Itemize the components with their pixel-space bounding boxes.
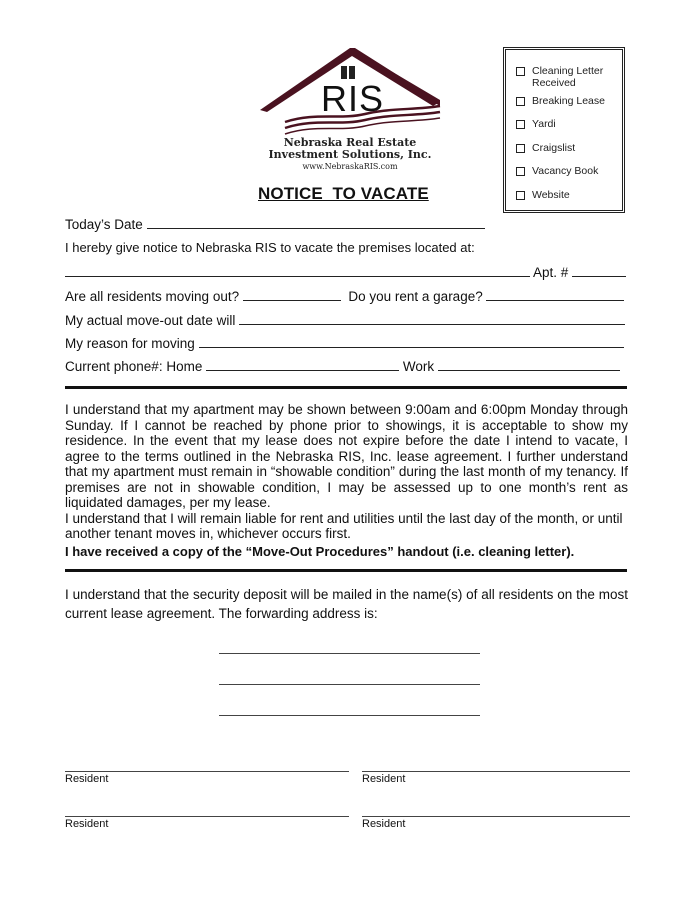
forwarding-address-line-3[interactable] (219, 715, 480, 716)
company-logo (255, 44, 445, 174)
checkbox-icon[interactable] (516, 144, 525, 153)
checkbox-craigslist[interactable] (516, 142, 575, 154)
section-divider (65, 569, 627, 572)
page-title: NOTICE TO VACATE (258, 184, 429, 203)
resident-signature-label: Resident (65, 773, 109, 785)
checkbox-label-line2: Received (532, 77, 576, 89)
checkbox-yardi[interactable] (516, 118, 556, 130)
deposit-statement: I understand that the security deposit will be mailed in the name(s) of all residents on the most current lease agreement. The forwarding address is: (65, 587, 628, 621)
logo-initials: RIS (321, 78, 385, 119)
terms-section (65, 402, 628, 559)
terms-paragraph-liability: I understand that I will remain liable for rent and utilities until the last day of the month, or until another tenant moves in, whichever occurs first. (65, 510, 623, 541)
checkbox-icon[interactable] (516, 167, 525, 176)
checkbox-breaking-lease[interactable] (516, 95, 605, 107)
checkbox-icon[interactable] (516, 97, 525, 106)
checkbox-icon[interactable] (516, 191, 525, 200)
apt-number-field[interactable] (572, 264, 626, 277)
resident-signature-label: Resident (362, 773, 406, 785)
resident-signature-line-1[interactable] (65, 771, 349, 772)
phone-home-label: Current phone#: Home (65, 359, 203, 374)
phone-work-field[interactable] (438, 358, 620, 371)
all-residents-label: Are all residents moving out? (65, 289, 240, 304)
reason-row (65, 335, 624, 351)
logo-company-line2: Investment Solutions, Inc. (268, 148, 432, 161)
resident-signature-line-2[interactable] (362, 771, 630, 772)
garage-field[interactable] (486, 288, 624, 301)
todays-date-label: Today’s Date (65, 217, 143, 232)
section-divider (65, 386, 627, 389)
move-out-date-field[interactable] (239, 312, 625, 325)
resident-signature-line-4[interactable] (362, 816, 630, 817)
checkbox-label-line1: Cleaning Letter (532, 65, 604, 77)
phone-home-field[interactable] (206, 358, 399, 371)
checkbox-icon[interactable] (516, 67, 525, 76)
checkbox-label (532, 65, 603, 89)
office-use-checkbox-panel (503, 47, 625, 213)
logo-company-line1: Nebraska Real Estate (283, 136, 417, 149)
premises-address-field[interactable] (65, 264, 530, 277)
apt-label: Apt. # (533, 265, 569, 280)
checkbox-website[interactable] (516, 189, 570, 201)
phone-work-label: Work (402, 359, 435, 374)
checkbox-cleaning-letter[interactable] (516, 65, 603, 89)
resident-signature-line-3[interactable] (65, 816, 349, 817)
checkbox-icon[interactable] (516, 120, 525, 129)
reason-label: My reason for moving (65, 336, 195, 351)
checkbox-vacancy-book[interactable] (516, 165, 598, 177)
todays-date-row (65, 216, 485, 232)
move-out-label: My actual move-out date will (65, 313, 236, 328)
resident-signature-label: Resident (362, 818, 406, 830)
notice-statement: I hereby give notice to Nebraska RIS to vacate the premises located at: (65, 240, 475, 255)
phone-row (65, 358, 620, 374)
checkbox-label: Yardi (532, 118, 556, 130)
resident-signature-label: Resident (65, 818, 109, 830)
checkbox-label: Website (532, 189, 570, 201)
todays-date-field[interactable] (147, 216, 485, 229)
checkbox-label: Breaking Lease (532, 95, 605, 107)
checkbox-label: Craigslist (532, 142, 576, 154)
residents-garage-row (65, 288, 624, 304)
reason-field[interactable] (199, 335, 624, 348)
move-out-row (65, 312, 625, 328)
terms-paragraph-handout: I have received a copy of the “Move-Out Procedures” handout (i.e. cleaning letter). (65, 543, 575, 559)
forwarding-address-line-1[interactable] (219, 653, 480, 654)
garage-label: Do you rent a garage? (348, 289, 483, 304)
premises-row (65, 264, 626, 280)
logo-website: www.NebraskaRIS.com (302, 162, 398, 171)
all-residents-field[interactable] (243, 288, 341, 301)
checkbox-label: Vacancy Book (532, 165, 599, 177)
terms-paragraph-showings: I understand that my apartment may be shown between 9:00am and 6:00pm Monday through Sunday. If I cannot be reached by phone prior to showings, it is acceptable to show my residence. In the event that my lease does not expire before the date I intend to vacate, I agree to the terms outlined in the Nebraska RIS, Inc. lease agreement. I further understand that my apartment must remain in “showable condition” during the last month of my tenancy. If premises are not in showable condition, I may be assessed up to one month’s rent as liquidated damages, per my lease. (65, 402, 628, 510)
forwarding-address-line-2[interactable] (219, 684, 480, 685)
